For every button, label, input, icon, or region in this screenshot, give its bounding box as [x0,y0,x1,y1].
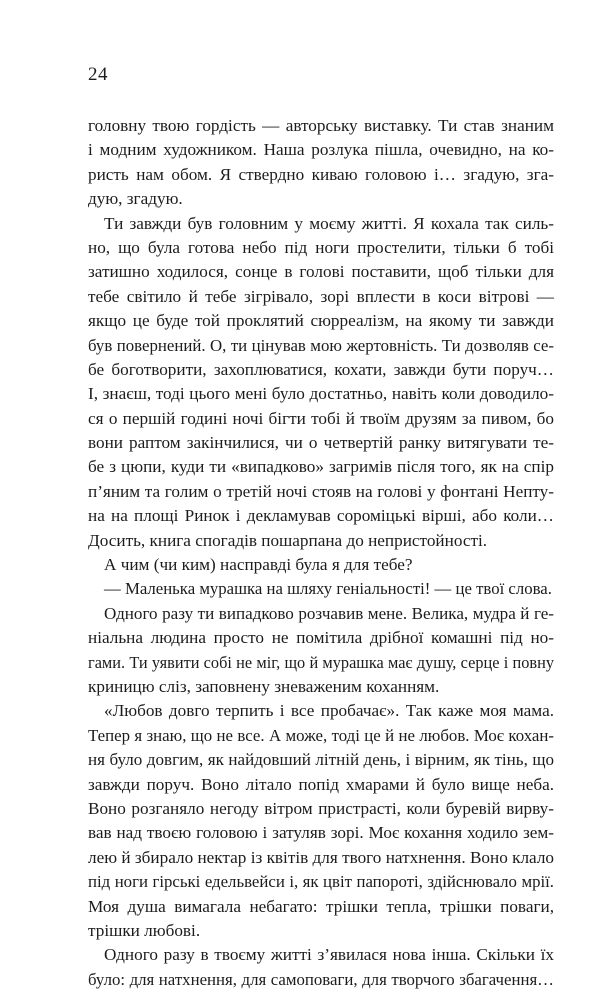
text-line: був повернений. О, ти цінував мою жертовність. Ти дозволяв се- [88,335,554,355]
text-line: А чим (чи ким) насправді була я для тебе? [104,555,413,575]
text-line: бе боготворити, захоплюватися, кохати, завжди бути поруч… [88,359,554,379]
text-line: п’яним та голим о третій ночі стояв на голові у фонтані Непту- [88,481,554,501]
text-line: ня було довгим, як найдовший літній день, і вірним, як тінь, що [88,750,554,770]
text-line: Воно розганяло негоду вітром пристрасті, коли буревій вирву- [88,798,554,818]
text-line: вони раптом закінчилися, чи о четвертій ранку витягувати те- [88,433,554,453]
text-line: — Маленька мурашка на шляху геніальності! — це твої слова. [104,579,552,599]
text-line: затишно ходилося, сонце в голові поставити, щоб тільки для [88,262,554,282]
text-line: було: для натхнення, для самоповаги, для творчого збагачення… [88,969,554,989]
text-line: гами. Ти уявити собі не міг, що й мурашка має душу, серце і повну [88,652,554,672]
text-line: Тепер я знаю, що не все. А може, тоді це й не любов. Моє кохан- [88,725,554,745]
text-line: Досить, книга спогадів пошарпана до непристойності. [88,530,488,550]
text-line: вав над твоєю головою і затуляв зорі. Моє кохання ходило зем- [88,823,554,843]
text-line: Моя душа вимагала небагато: трішки тепла, трішки поваги, [88,896,554,916]
text-line: бе з цюпи, куди ти «випадково» загримів після того, як на спір [88,457,554,477]
text-line: на на площі Ринок і декламував сороміцькі вірші, або коли… [88,506,554,526]
text-line: лею й збирало нектар із квітів для твого натхнення. Воно клало [88,847,554,867]
text-line: і модним художником. Наша розлука пішла, очевидно, на ко- [88,140,554,160]
text-line: но, що була готова небо під ноги простелити, тільки б тобі [88,237,554,257]
text-line: ніальна людина просто не помітила дрібної комашні під но- [88,628,554,648]
text-line: трішки любові. [88,920,201,940]
text-line: якщо це буде той проклятий сюрреалізм, на якому ти завжди [88,311,554,331]
text-line: Одного разу ти випадково розчавив мене. Велика, мудра й ге- [104,603,554,623]
text-line: «Любов довго терпить і все пробачає». Так каже моя мама. [104,701,554,721]
text-line: дую, згадую. [88,189,183,209]
body-text [88,114,554,992]
text-line: Одного разу в твоєму житті з’явилася нова інша. Скільки їх [104,945,554,965]
text-line: завжди поруч. Воно літало попід хмарами й було вище неба. [88,774,554,794]
text-line: криницю сліз, заповнену зневаженим коханням. [88,676,440,696]
text-line: тебе світило й тебе зігрівало, зорі вплести в коси вітрові — [88,286,554,306]
page-number: 24 [88,64,108,85]
text-line: Ти завжди був головним у моєму житті. Я кохала так силь- [104,213,554,233]
text-line: І, знаєш, тоді цього мені було достатньо, навіть коли доводило- [88,384,554,404]
text-line: ся о першій годині ночі бігти тобі й твоїм друзям за пивом, бо [88,408,554,428]
text-line: ристь нам обом. Я ствердно киваю головою і… згадую, зга- [88,164,554,184]
text-line: під ноги гірські едельвейси і, як цвіт папороті, здійснювало мрії. [88,872,554,892]
text-line: головну твою гордість — авторську виставку. Ти став знаним [88,116,554,135]
